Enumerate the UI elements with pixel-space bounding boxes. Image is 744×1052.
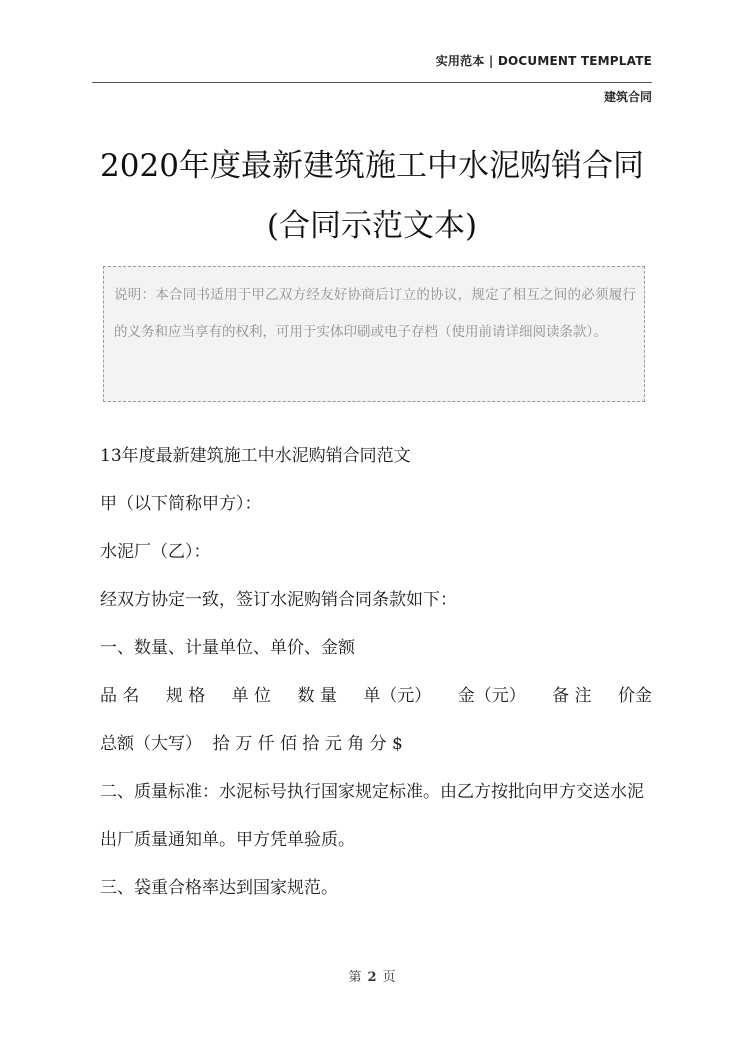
notice-box [103,266,645,402]
table-header-cell: 单 位 [231,686,272,706]
table-header-cell: 价金 [617,686,652,706]
party-a-line: 甲（以下简称甲方）： [100,494,262,514]
intro-line: 13年度最新建筑施工中水泥购销合同范文 [100,446,411,466]
section-2-paragraph: 二、质量标准：水泥标号执行国家规定标准。由乙方按批向甲方交送水泥出厂质量通知单。甲方凭单验质。 [100,782,644,850]
agreement-line: 经双方协定一致，签订水泥购销合同条款如下： [100,590,457,610]
title-line-1: 2020年度最新建筑施工中水泥购销合同 [100,148,644,184]
header-divider [92,82,652,83]
header-category: 建筑合同 [603,90,652,104]
header-document-template: 实用范本 | DOCUMENT TEMPLATE [435,54,652,68]
table-header-row [100,672,652,720]
document-title [92,136,652,256]
contract-body [100,432,652,912]
table-header-cell: 单（元） [363,686,432,706]
section-1-heading: 一、数量、计量单位、单价、金额 [100,638,355,658]
total-amount-line: 总额（大写） 拾 万 仟 佰 拾 元 角 分 $ [100,734,403,754]
table-header-cell: 品 名 [100,686,140,706]
section-3-paragraph: 三、袋重合格率达到国家规范。 [100,878,338,898]
party-b-line: 水泥厂（乙）： [100,542,211,562]
page-footer [0,966,744,985]
table-header-cell: 金（元） [457,686,526,706]
table-header-cell: 数 量 [297,686,337,706]
notice-text: 说明：本合同书适用于甲乙双方经友好协商后订立的协议，规定了相互之间的必须履行的义务和应当享有的权利，可用于实体印刷或电子存档（使用前请详细阅读条款）。 [114,287,636,340]
page-prefix: 第 [348,970,362,985]
page-number: 2 [367,970,377,985]
table-header-cell: 备 注 [552,686,592,706]
title-line-2: (合同示范文本) [266,208,478,244]
page-suffix: 页 [382,970,396,985]
table-header-cell: 规 格 [165,686,206,706]
